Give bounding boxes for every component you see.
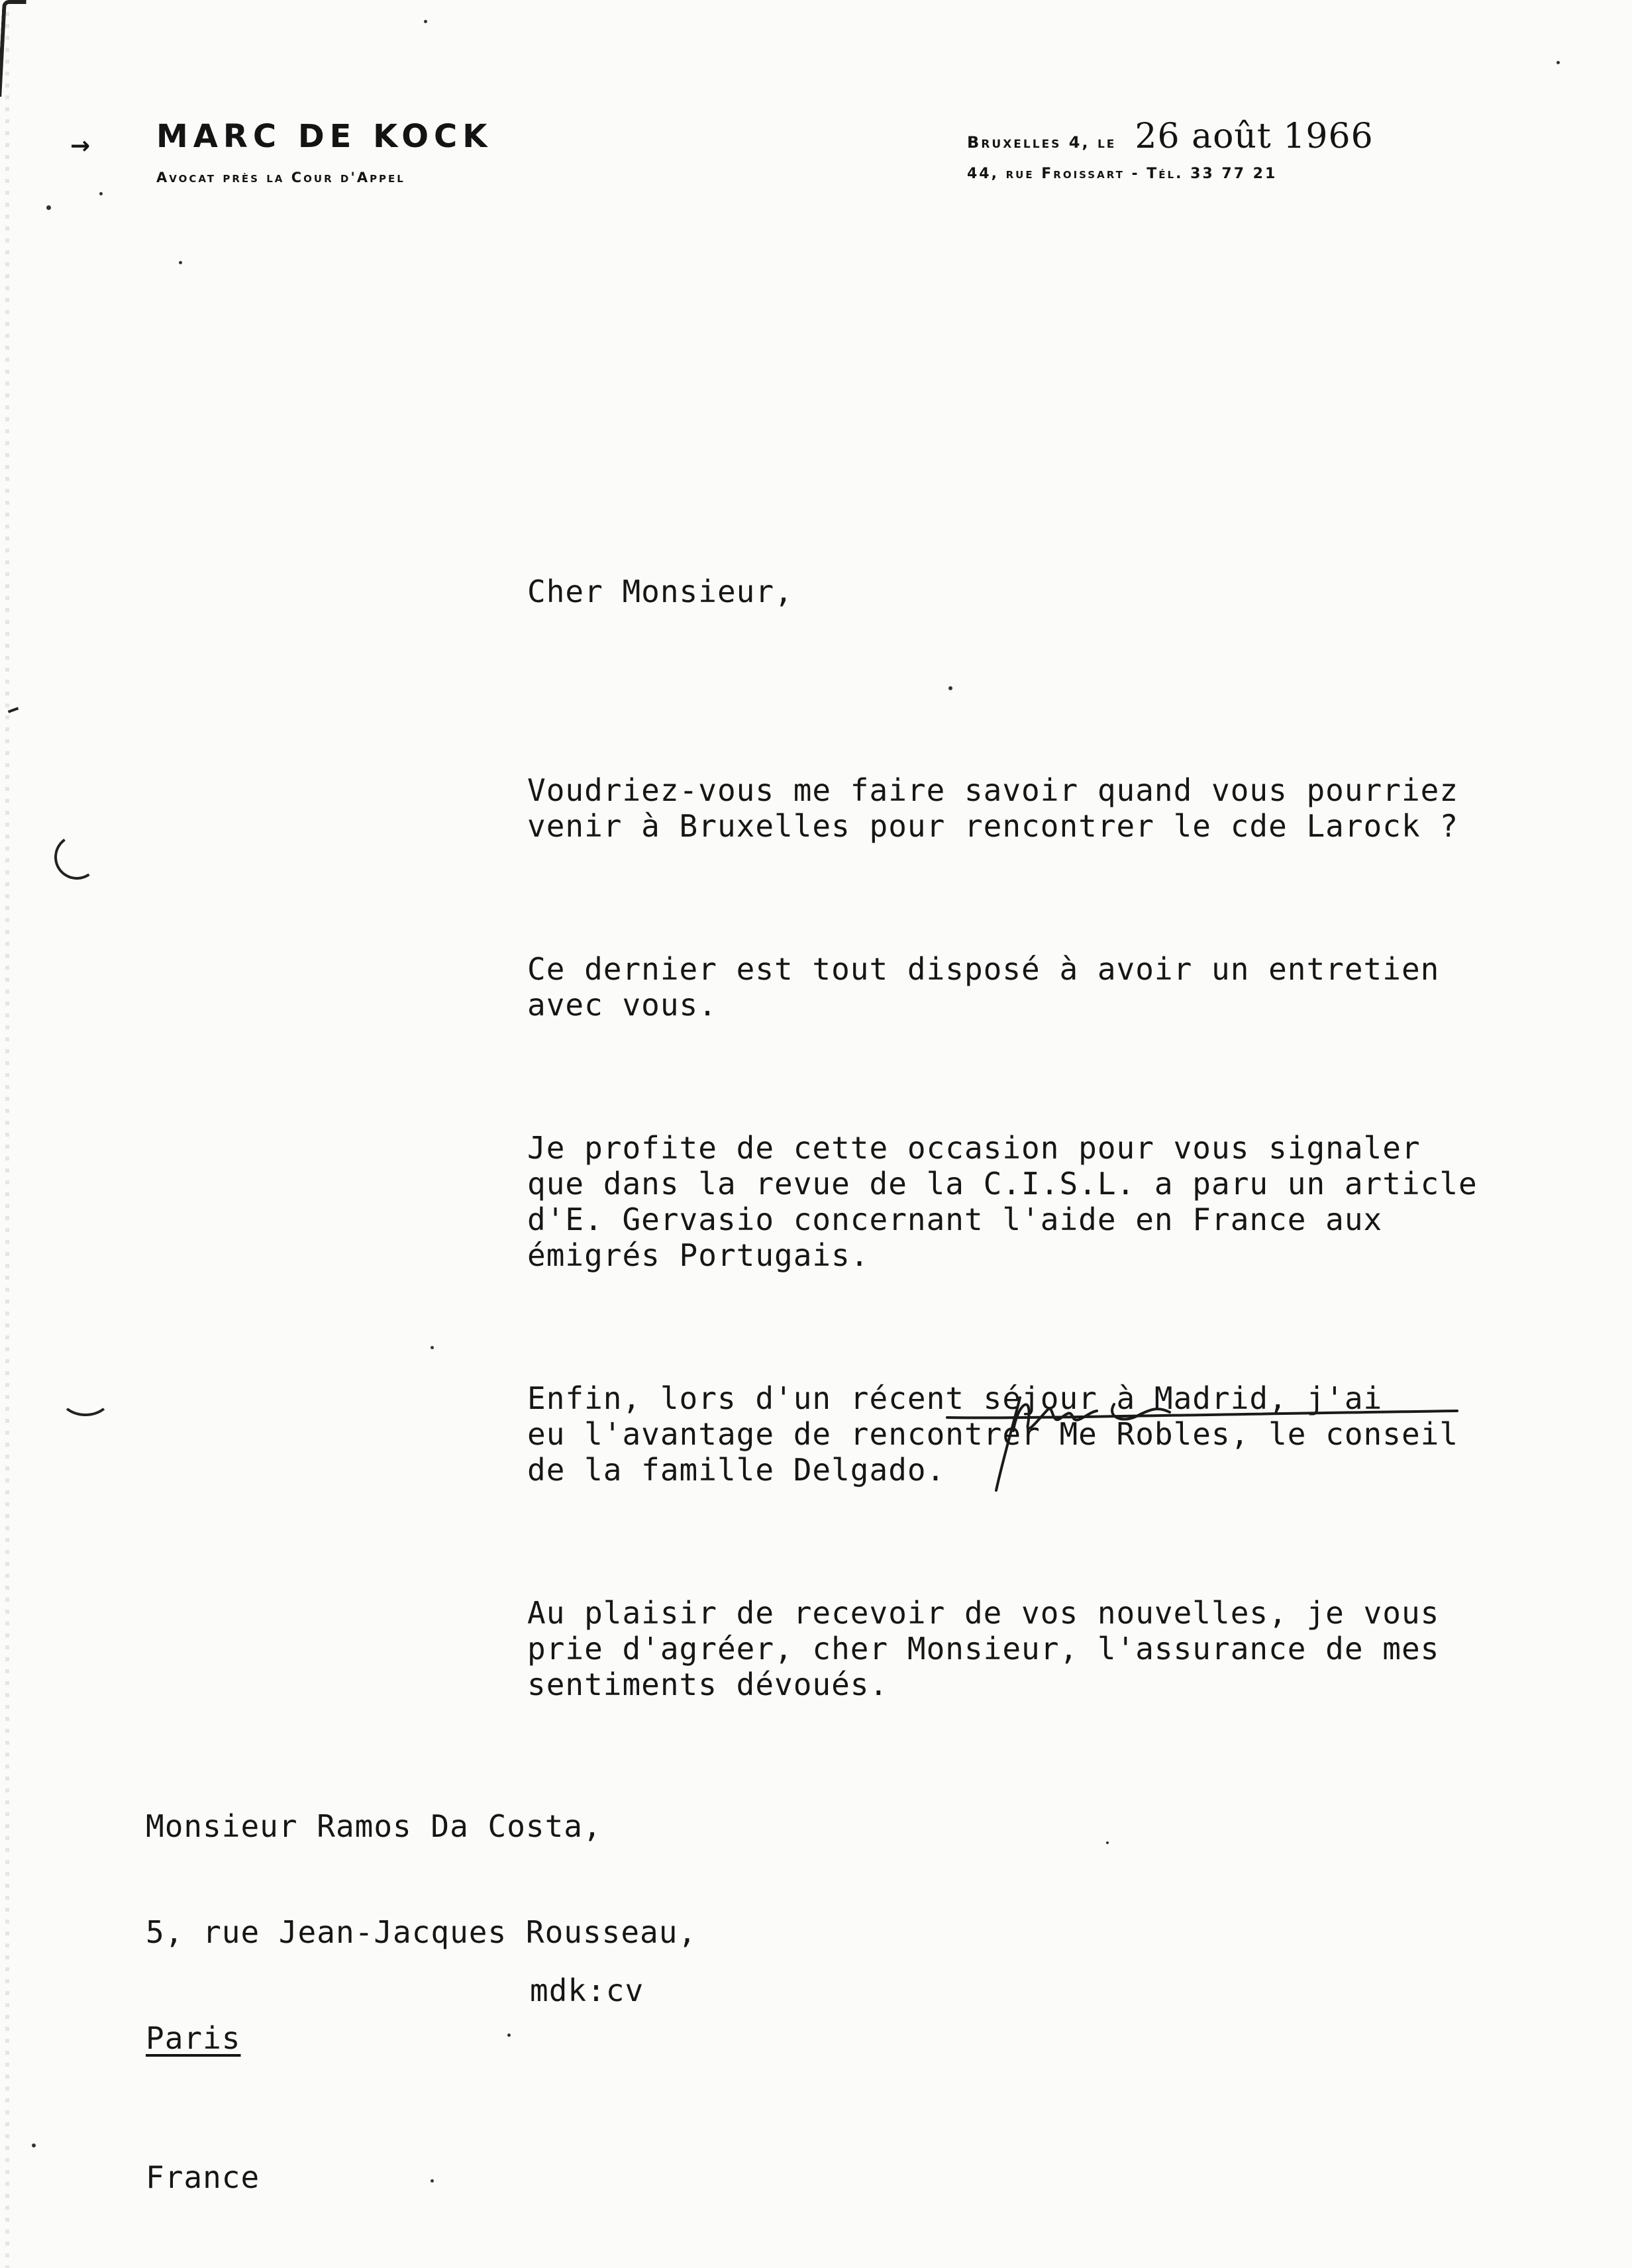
sender-city: Bruxelles 4, le [967,133,1117,152]
body-line: Au plaisir de recevoir de vos nouvelles, je vous [527,1595,1440,1631]
body-line: émigrés Portugais. [527,1237,870,1273]
scan-speck [424,20,427,23]
body-line: de la famille Delgado. [527,1452,946,1488]
scan-speck [1556,61,1560,64]
scan-tick-mark [8,707,19,713]
handwritten-signature [941,1378,1470,1510]
body-line: d'E. Gervasio concernant l'aide en France aux [527,1202,1383,1237]
body-paragraph [527,772,1478,844]
body-line: Ce dernier est tout disposé à avoir un entretien [527,951,1440,987]
sender-title: Avocat près la Cour d'Appel [156,170,405,185]
letter-date: 26 août 1966 [1135,117,1374,156]
recipient-country: France [146,2159,260,2195]
scan-speck [948,686,952,690]
body-paragraph [527,951,1478,1023]
scan-edge-artifact [5,0,9,2268]
body-line: que dans la revue de la C.I.S.L. a paru un article [527,1166,1478,1202]
body-line: Enfin, lors d'un récent séjour à Madrid, j'ai [527,1380,1383,1416]
scan-corner-mark [0,0,26,97]
scan-speck [431,1346,434,1349]
letterhead-right [967,117,1374,182]
scan-speck [46,205,51,210]
scan-speck [32,2143,36,2147]
body-line: venir à Bruxelles pour rencontrer le cde Larock ? [527,808,1459,844]
place-date-line [967,117,1374,156]
body-line: Voudriez-vous me faire savoir quand vous pourriez [527,772,1459,808]
sender-address: 44, rue Froissart - Tél. 33 77 21 [967,166,1278,182]
reference-initials: mdk:cv [530,1973,644,2008]
body-paragraph [527,1595,1478,1702]
letterhead-arrow-mark: → [70,132,91,160]
body-line: avec vous. [527,987,717,1023]
scan-mark [51,831,103,884]
scan-speck [99,192,103,195]
scan-mark [60,1378,111,1416]
body-line: sentiments dévoués. [527,1667,889,1702]
body-line: prie d'agréer, cher Monsieur, l'assurance de mes [527,1631,1440,1667]
salutation: Cher Monsieur, [527,574,793,609]
scan-speck [179,261,182,264]
recipient-name: Monsieur Ramos Da Costa, [146,1808,602,1844]
recipient-street: 5, rue Jean-Jacques Rousseau, [146,1914,697,1950]
body-line: eu l'avantage de rencontrer Me Robles, le conseil [527,1416,1459,1452]
body-line: Je profite de cette occasion pour vous signaler [527,1130,1421,1166]
letter-body [527,701,1478,1774]
letterhead-left [156,118,492,185]
scan-speck [1106,1841,1109,1844]
sender-name: MARC DE KOCK [156,118,493,155]
recipient-city: Paris [146,2020,241,2056]
body-paragraph [527,1130,1478,1273]
